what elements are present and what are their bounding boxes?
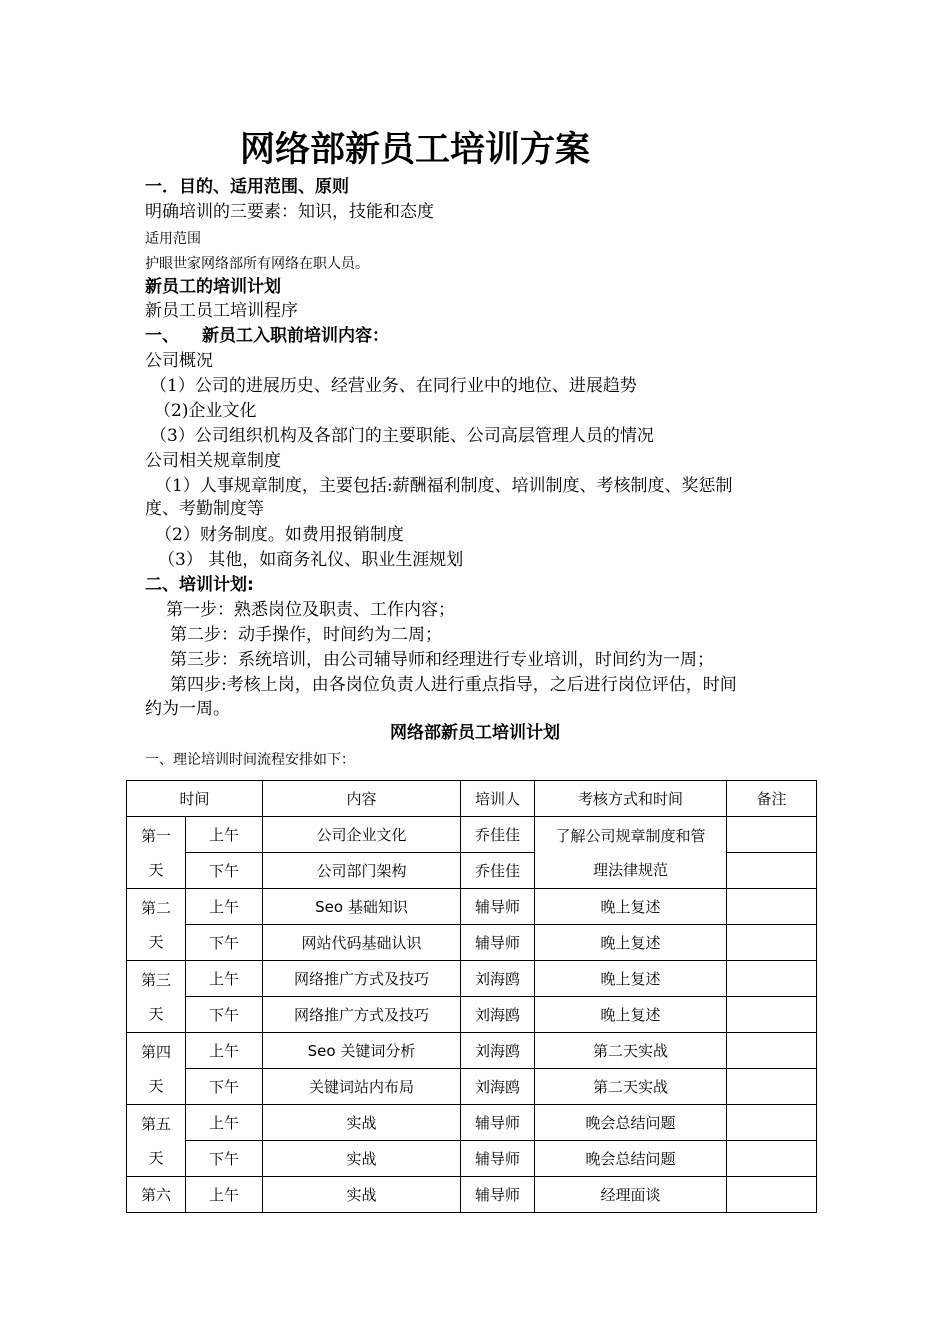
notes-cell bbox=[727, 1105, 817, 1141]
notes-cell bbox=[727, 853, 817, 889]
period-cell: 上午 bbox=[186, 1177, 263, 1213]
period-cell: 下午 bbox=[186, 1141, 263, 1177]
exam-cell: 晚会总结问题 bbox=[535, 1141, 727, 1177]
exam-text: 了解公司规章制度和管 bbox=[555, 827, 706, 845]
trainer-cell: 辅导师 bbox=[461, 925, 535, 961]
trainer-cell: 刘海鸥 bbox=[461, 961, 535, 997]
day-cell: 第六 bbox=[127, 1177, 186, 1213]
section-number: 一、 bbox=[145, 326, 179, 346]
day-label: 天 bbox=[148, 861, 164, 879]
day-label: 第五 bbox=[140, 1115, 171, 1133]
exam-cell: 晚会总结问题 bbox=[535, 1105, 727, 1141]
table-row bbox=[127, 997, 817, 1033]
trainer-cell: 刘海鸥 bbox=[461, 1033, 535, 1069]
training-plan-table bbox=[126, 780, 817, 1213]
header-exam: 考核方式和时间 bbox=[535, 781, 727, 817]
content-cell: Seo 关键词分析 bbox=[263, 1033, 461, 1069]
plan-intro: 一、理论培训时间流程安排如下： bbox=[145, 752, 355, 768]
table-row bbox=[127, 925, 817, 961]
header-trainer: 培训人 bbox=[461, 781, 535, 817]
content-cell: 实战 bbox=[263, 1141, 461, 1177]
paragraph-line: （1）公司的进展历史、经营业务、在同行业中的地位、进展趋势 bbox=[150, 376, 637, 396]
plan-title: 网络部新员工培训计划 bbox=[390, 723, 560, 743]
table-header-row bbox=[127, 781, 817, 817]
paragraph-line: （3） 其他，如商务礼仪、职业生涯规划 bbox=[158, 550, 464, 570]
trainer-cell: 刘海鸥 bbox=[461, 1069, 535, 1105]
content-cell: 网站代码基础认识 bbox=[263, 925, 461, 961]
header-time: 时间 bbox=[127, 781, 263, 817]
day-label: 天 bbox=[148, 933, 164, 951]
paragraph-line: 第一步：熟悉岗位及职责、工作内容； bbox=[166, 600, 455, 620]
exam-cell: 经理面谈 bbox=[535, 1177, 727, 1213]
paragraph-line: 护眼世家网络部所有网络在职人员。 bbox=[145, 256, 369, 272]
paragraph-line: 适用范围 bbox=[145, 231, 201, 247]
trainer-cell: 辅导师 bbox=[461, 889, 535, 925]
trainer-cell: 辅导师 bbox=[461, 1141, 535, 1177]
day-cell bbox=[127, 1033, 186, 1105]
notes-cell bbox=[727, 817, 817, 853]
period-cell: 上午 bbox=[186, 961, 263, 997]
trainer-cell: 辅导师 bbox=[461, 1177, 535, 1213]
notes-cell bbox=[727, 925, 817, 961]
day-cell bbox=[127, 961, 186, 1033]
content-cell: 网络推广方式及技巧 bbox=[263, 961, 461, 997]
trainer-cell: 辅导师 bbox=[461, 1105, 535, 1141]
exam-cell: 晚上复述 bbox=[535, 997, 727, 1033]
period-cell: 上午 bbox=[186, 889, 263, 925]
trainer-cell: 乔佳佳 bbox=[461, 817, 535, 853]
period-cell: 上午 bbox=[186, 817, 263, 853]
paragraph-line: 公司概况 bbox=[145, 351, 213, 371]
day-label: 天 bbox=[148, 1077, 164, 1095]
table-row bbox=[127, 1177, 817, 1213]
table-row bbox=[127, 961, 817, 997]
day-label: 天 bbox=[148, 1005, 164, 1023]
trainer-cell: 刘海鸥 bbox=[461, 997, 535, 1033]
paragraph-line: 第三步：系统培训，由公司辅导师和经理进行专业培训，时间约为一周； bbox=[170, 650, 714, 670]
day-label: 第四 bbox=[140, 1043, 171, 1061]
table-row bbox=[127, 1033, 817, 1069]
notes-cell bbox=[727, 1033, 817, 1069]
exam-cell: 第二天实战 bbox=[535, 1033, 727, 1069]
exam-cell: 晚上复述 bbox=[535, 889, 727, 925]
period-cell: 下午 bbox=[186, 853, 263, 889]
notes-cell bbox=[727, 1141, 817, 1177]
period-cell: 下午 bbox=[186, 925, 263, 961]
paragraph-line: 约为一周。 bbox=[145, 699, 230, 719]
content-cell: 网络推广方式及技巧 bbox=[263, 997, 461, 1033]
exam-text: 理法律规范 bbox=[593, 861, 669, 879]
section-heading: 二、培训计划: bbox=[145, 575, 254, 595]
day-cell bbox=[127, 889, 186, 961]
period-cell: 下午 bbox=[186, 1069, 263, 1105]
trainer-cell: 乔佳佳 bbox=[461, 853, 535, 889]
paragraph-line: 公司相关规章制度 bbox=[145, 451, 281, 471]
notes-cell bbox=[727, 997, 817, 1033]
paragraph-line: （3）公司组织机构及各部门的主要职能、公司高层管理人员的情况 bbox=[150, 426, 654, 446]
day-label: 天 bbox=[148, 1149, 164, 1167]
table-row bbox=[127, 817, 817, 853]
paragraph-line: 度、考勤制度等 bbox=[145, 499, 264, 519]
table-row bbox=[127, 1105, 817, 1141]
exam-cell: 晚上复述 bbox=[535, 961, 727, 997]
content-cell: 实战 bbox=[263, 1105, 461, 1141]
content-cell: 公司部门架构 bbox=[263, 853, 461, 889]
table-row bbox=[127, 889, 817, 925]
table-row bbox=[127, 1141, 817, 1177]
table-row bbox=[127, 1069, 817, 1105]
period-cell: 上午 bbox=[186, 1105, 263, 1141]
paragraph-line: （2)企业文化 bbox=[154, 401, 257, 421]
content-cell: Seo 基础知识 bbox=[263, 889, 461, 925]
header-notes: 备注 bbox=[727, 781, 817, 817]
exam-cell: 晚上复述 bbox=[535, 925, 727, 961]
paragraph-line: （1）人事规章制度，主要包括:薪酬福利制度、培训制度、考核制度、奖惩制 bbox=[155, 476, 733, 496]
document-title: 网络部新员工培训方案 bbox=[239, 129, 590, 170]
day-label: 第三 bbox=[140, 971, 171, 989]
period-cell: 上午 bbox=[186, 1033, 263, 1069]
day-cell bbox=[127, 1105, 186, 1177]
paragraph-line: 第二步：动手操作，时间约为二周； bbox=[170, 625, 442, 645]
notes-cell bbox=[727, 1069, 817, 1105]
day-cell bbox=[127, 817, 186, 889]
content-cell: 实战 bbox=[263, 1177, 461, 1213]
section-heading: 新员工入职前培训内容： bbox=[202, 326, 389, 346]
section-heading: 新员工的培训计划 bbox=[145, 277, 281, 297]
section-heading: 一．目的、适用范围、原则 bbox=[145, 177, 349, 197]
day-label: 第二 bbox=[140, 899, 171, 917]
content-cell: 公司企业文化 bbox=[263, 817, 461, 853]
day-label: 第一 bbox=[140, 827, 171, 845]
content-cell: 关键词站内布局 bbox=[263, 1069, 461, 1105]
exam-cell bbox=[535, 817, 727, 889]
notes-cell bbox=[727, 889, 817, 925]
paragraph-line: 第四步:考核上岗，由各岗位负责人进行重点指导，之后进行岗位评估，时间 bbox=[170, 675, 737, 695]
notes-cell bbox=[727, 961, 817, 997]
paragraph-line: （2）财务制度。如费用报销制度 bbox=[155, 525, 404, 545]
paragraph-line: 明确培训的三要素：知识，技能和态度 bbox=[145, 202, 434, 222]
header-content: 内容 bbox=[263, 781, 461, 817]
notes-cell bbox=[727, 1177, 817, 1213]
period-cell: 下午 bbox=[186, 997, 263, 1033]
paragraph-line: 新员工员工培训程序 bbox=[145, 301, 298, 321]
exam-cell: 第二天实战 bbox=[535, 1069, 727, 1105]
